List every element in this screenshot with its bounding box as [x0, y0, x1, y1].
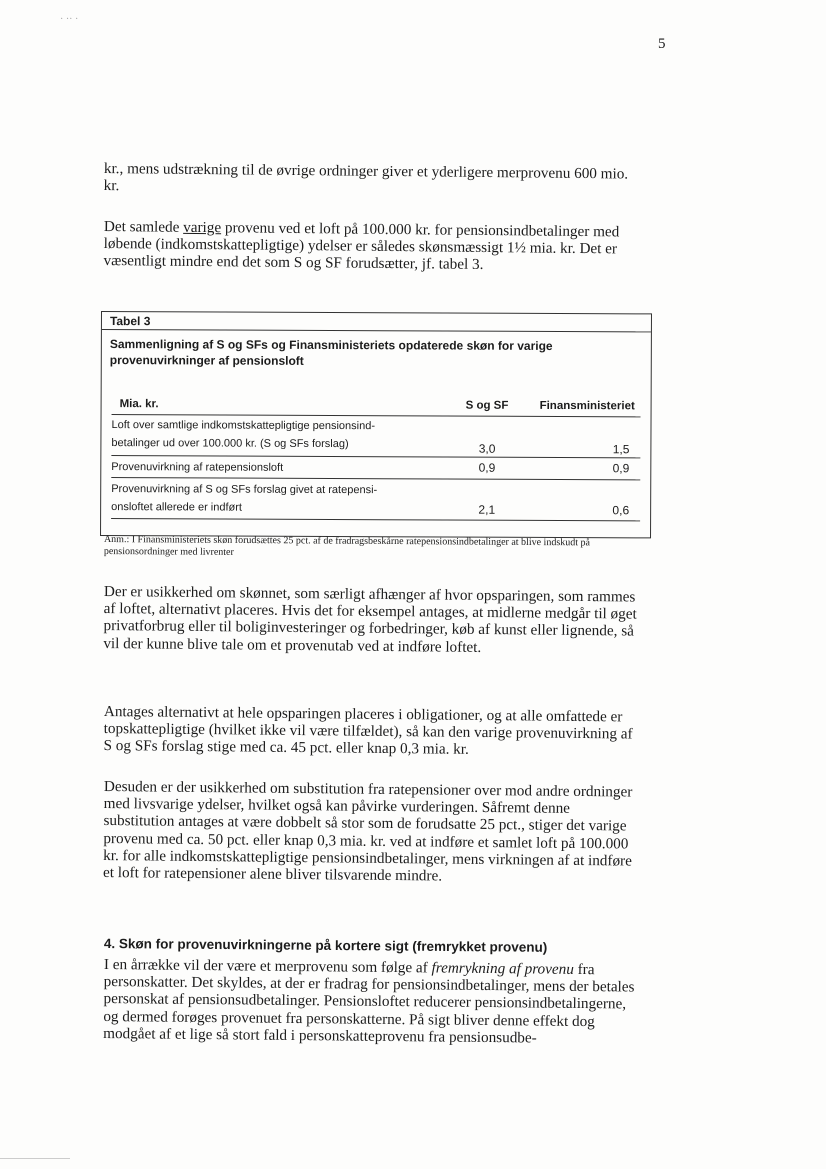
section-heading: 4. Skøn for provenuvirkningerne på kortere sigt (fremrykket provenu) — [103, 936, 548, 955]
table-3 — [100, 311, 652, 538]
page-number: 5 — [658, 36, 666, 52]
table-row-3-finansministeriet: 0,6 — [612, 503, 630, 518]
paragraph-5: Desuden er der usikkerhed om substitution fra ratepensioner over mod andre ordninger med livsvarige ydelser, hvilket også kan påvirke vurderingen. Såfremt denne substitution antages at være dobbelt så stor som de forudsatte 25 pct., stiger det varige provenu med ca. 50 pct. eller knap 0,3 mia. kr. ved at indføre et samlet loft på 100.000 kr. for alle indkomstskattepligtige pensionsindbetalinger, mens virkningen af at indføre et loft for ratepensioner alene bliver tilsvarende mindre. — [102, 778, 633, 885]
table-title-divider — [102, 329, 651, 332]
paragraph-1: kr., mens udstrækning til de øvrige ordninger giver et yderligere merprovenu 600 mio. kr. — [103, 160, 629, 195]
table-row-3-label-line-2: onsloftet allerede er indført — [111, 501, 243, 514]
table-row-3-divider — [111, 518, 640, 521]
table-note: Anm.: I Finansministeriets skøn forudsættes 25 pct. af de fradragsbeskårne ratepensionsindbetalinger at blive indskudt på pensionsordninger med livrenter — [103, 534, 591, 558]
paragraph-2-end: provenu ved et loft på 100.000 kr. for pensionsindbetalinger med løbende (indkomstskattepligtige) ydelser er således skønsmæssigt 1½ mia. kr. Det er væsentligt mindre end det som S og SF forudsætter, jf. tabel 3. — [103, 219, 620, 274]
scan-edge-line — [0, 1158, 70, 1159]
table-row-1-finansministeriet: 1,5 — [612, 442, 630, 457]
table-row-2-s-og-sf: 0,9 — [478, 460, 496, 475]
paragraph-2-underlined: varige — [183, 218, 222, 237]
table-row-1-label — [111, 416, 441, 453]
paragraph-6 — [103, 956, 644, 1048]
scan-speck: · ·· · — [60, 14, 79, 25]
paragraph-6-italic: fremrykning af provenu — [431, 959, 574, 978]
table-row-3-label — [111, 480, 441, 517]
table-row-3-label-line-1: Provenuvirkning af S og SFs forslag givet at ratepensi- — [111, 483, 378, 497]
table-row-1-label-line-2: betalinger ud over 100.000 kr. (S og SFs forslag) — [111, 437, 349, 451]
table-row-1-s-og-sf: 3,0 — [478, 441, 496, 456]
paragraph-6-start: I en årrække vil der være et merprovenu som følge af — [103, 956, 432, 977]
paragraph-4: Antages alternativt at hele opsparingen placeres i obligationer, og at alle omfattede er topskattepligtige (hvilket ikke vil være tilfældet), så kan den varige provenuvirkning af S og SFs forslag stige med ca. 45 pct. eller knap 0,3 mia. kr. — [103, 703, 633, 759]
table-col-finansministeriet: Finansministeriet — [539, 399, 635, 413]
table-row-2-label: Provenuvirkning af ratepensionsloft — [111, 461, 284, 474]
table-row-3-s-og-sf: 2,1 — [478, 502, 496, 517]
paragraph-2-start: Det samlede — [103, 218, 184, 236]
table-col-unit: Mia. kr. — [119, 398, 159, 411]
paragraph-6-end: fra personskatter. Det skyldes, at der er fradrag for pensionsindbetalinger, mens der betales personskat af pensionsudbetalinger. Pensionsloftet reducerer pensionsindbetalingerne, og dermed forøges provenuet fra personskatterne. På sigt bliver denne effekt dog modgået af et lige så stort fald i personskatteprovenu fra pensionsudbe- — [103, 960, 635, 1047]
table-col-s-og-sf: S og SF — [465, 399, 509, 412]
table-row-1-label-line-1: Loft over samtlige indkomstskattepligtige pensionsind- — [111, 419, 376, 433]
paragraph-3: Der er usikkerhed om skønnet, som særligt afhænger af hvor opsparingen, som rammes af loftet, alternativt placeres. Hvis det for eksempel antages, at midlerne medgår til øget privatforbrug eller til boliginvesteringer og forbedringer, køb af kunst eller lignende, så vil der kunne blive tale om et provenutab ved at indføre loftet. — [103, 583, 637, 656]
table-caption: Sammenligning af S og SFs og Finansministeriets opdaterede skøn for varige provenuvirkninger af pensionsloft — [109, 337, 553, 368]
table-title: Tabel 3 — [109, 314, 151, 329]
table-row-2-finansministeriet: 0,9 — [612, 461, 630, 476]
paragraph-2 — [103, 218, 644, 275]
